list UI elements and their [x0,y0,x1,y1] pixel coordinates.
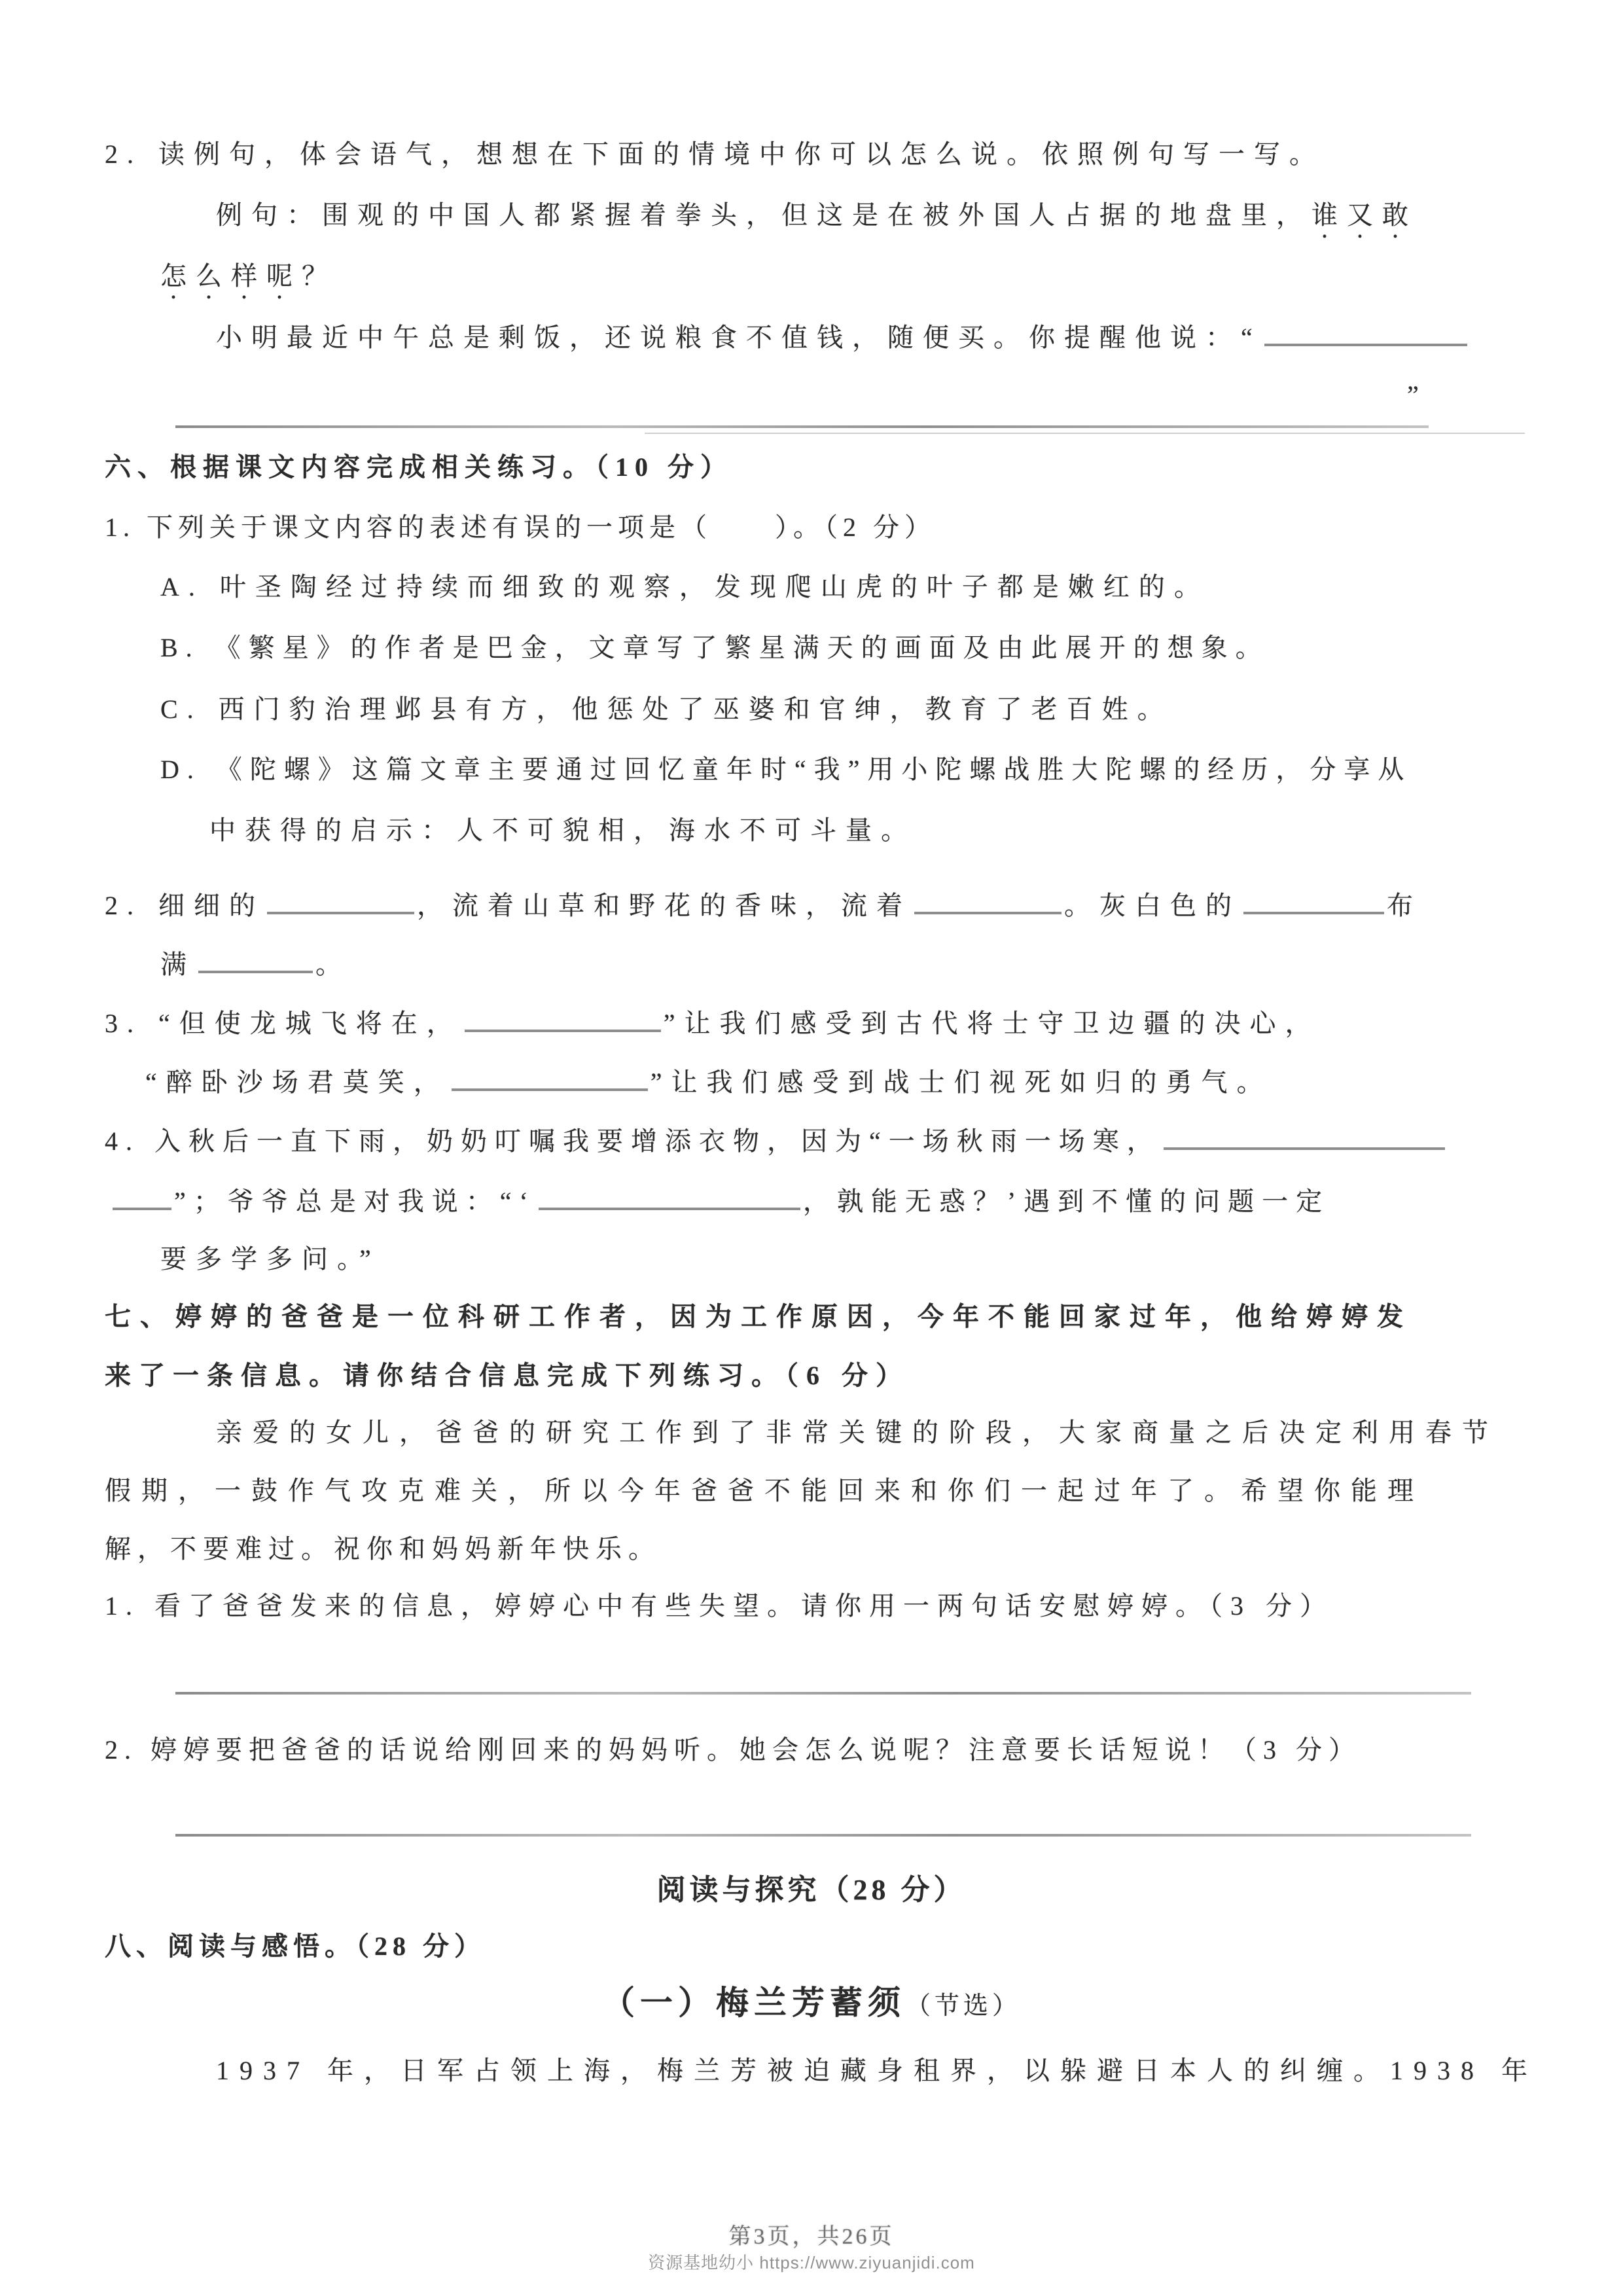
section6-q3-line1 [105,1008,1321,1039]
answer-line-echo [645,433,1525,434]
section6-q4-line1 [105,1126,1448,1157]
watermark: 资源基地幼小 https://www.ziyuanjidi.com [648,2253,975,2272]
example-sentence-line1 [216,200,1418,244]
section6-q2-line2 [160,949,351,980]
section6-q3-line2 [145,1067,1272,1098]
answer-blank [1264,336,1467,346]
question-2-prompt: 2. 读例句，体会语气，想想在下面的情境中你可以怎么说。依照例句写一写。 [105,139,1325,169]
example-tail: ？ [302,261,337,291]
option-b: B. 《繁星》的作者是巴金，文章写了繁星满天的画面及由此展开的想象。 [160,633,1270,662]
q3-text-2: ”让我们感受到古代将士守卫边疆的决心， [663,1009,1321,1038]
section6-q4-line2 [110,1186,1330,1217]
section7-q2: 2. 婷婷要把爸爸的话说给刚回来的妈妈听。她会怎么说呢？注意要长话短说！（3 分） [105,1735,1361,1765]
answer-blank [1164,1139,1445,1150]
emphasized-text-2: 怎么样呢 [160,261,302,291]
page-number: 第3页，共26页 [728,2225,895,2249]
message-line1: 亲爱的女儿，爸爸的研究工作到了非常关键的阶段，大家商量之后决定利用春节 [216,1418,1499,1447]
section-8-title: 八、阅读与感悟。（28 分） [105,1931,486,1961]
q4-text-3: ，孰能无惑？’遇到不懂的问题一定 [802,1187,1330,1216]
q3-text-3: “醉卧沙场君莫笑， [145,1067,449,1097]
q2-text-5: 满 [160,950,196,979]
answer-line [175,425,1429,428]
passage-title: （一）梅兰芳蓄须 [601,1984,906,2021]
passage-subtitle: （节选） [905,1992,1021,2020]
answer-blank [267,904,414,914]
reading-part-title: 阅读与探究（28 分） [656,1874,967,1906]
example-sentence-line2 [160,260,337,305]
emphasized-text-1: 谁又敢 [1311,200,1418,230]
section6-q4-line3: 要多学多问。” [160,1244,380,1274]
answer-blank [465,1022,661,1032]
answer-blank [198,963,313,973]
option-d-line1: D. 《陀螺》这篇文章主要通过回忆童年时“我”用小陀螺战胜大陀螺的经历，分享从 [160,755,1412,784]
passage-title-line [0,1983,1623,2022]
section6-q2-line1 [105,890,1422,922]
situation-sentence [216,322,1470,353]
message-line2: 假期，一鼓作气攻克难关，所以今年爸爸不能回来和你们一起过年了。希望你能理 [105,1476,1424,1505]
closing-quote: ” [1407,380,1428,410]
answer-blank [914,904,1061,914]
q2-text-3: 。灰白色的 [1064,891,1241,920]
q2-text-4: 布 [1387,891,1422,920]
q2-text-1: 2. 细细的 [105,891,264,920]
example-text: 例句：围观的中国人都紧握着拳头，但这是在被外国人占据的地盘里， [216,200,1311,230]
q2-text-2: ，流着山草和野花的香味，流着 [417,891,912,920]
section-7-title-line2: 来了一条信息。请你结合信息完成下列练习。（6 分） [105,1361,910,1390]
q3-text-1: 3. “但使龙城飞将在， [105,1009,462,1038]
q3-text-4: ”让我们感受到战士们视死如归的勇气。 [650,1067,1272,1097]
message-line3: 解，不要难过。祝你和妈妈新年快乐。 [105,1534,661,1564]
answer-line [175,1834,1471,1837]
answer-blank [539,1200,800,1210]
answer-line [175,1692,1471,1695]
option-c: C. 西门豹治理邺县有方，他惩处了巫婆和官绅，教育了老百姓。 [160,694,1173,724]
answer-blank [452,1081,648,1091]
situation-text: 小明最近中午总是剩饭，还说粮食不值钱，随便买。你提醒他说：“ [216,323,1262,352]
option-d-line2: 中获得的启示：人不可貌相，海水不可斗量。 [209,816,916,845]
section7-q1: 1. 看了爸爸发来的信息，婷婷心中有些失望。请你用一两句话安慰婷婷。（3 分） [105,1591,1334,1621]
q2-text-6: 。 [315,950,351,979]
answer-blank [1243,904,1384,914]
q4-text-1: 4. 入秋后一直下雨，奶奶叮嘱我要增添衣物，因为“一场秋雨一场寒， [105,1126,1161,1156]
q4-text-2: ”；爷爷总是对我说：“‘ [174,1187,536,1216]
answer-blank [113,1200,171,1210]
section6-q1: 1. 下列关于课文内容的表述有误的一项是（ ）。（2 分） [105,512,936,542]
section-7-title-line1: 七、婷婷的爸爸是一位科研工作者，因为工作原因，今年不能回家过年，他给婷婷发 [105,1302,1412,1331]
option-a: A. 叶圣陶经过持续而细致的观察，发现爬山虎的叶子都是嫩红的。 [160,572,1209,601]
section-6-title: 六、根据课文内容完成相关练习。（10 分） [105,452,733,482]
passage-first-line: 1937 年，日军占领上海，梅兰芳被迫藏身租界，以躲避日本人的纠缠。1938 年 [216,2056,1538,2085]
